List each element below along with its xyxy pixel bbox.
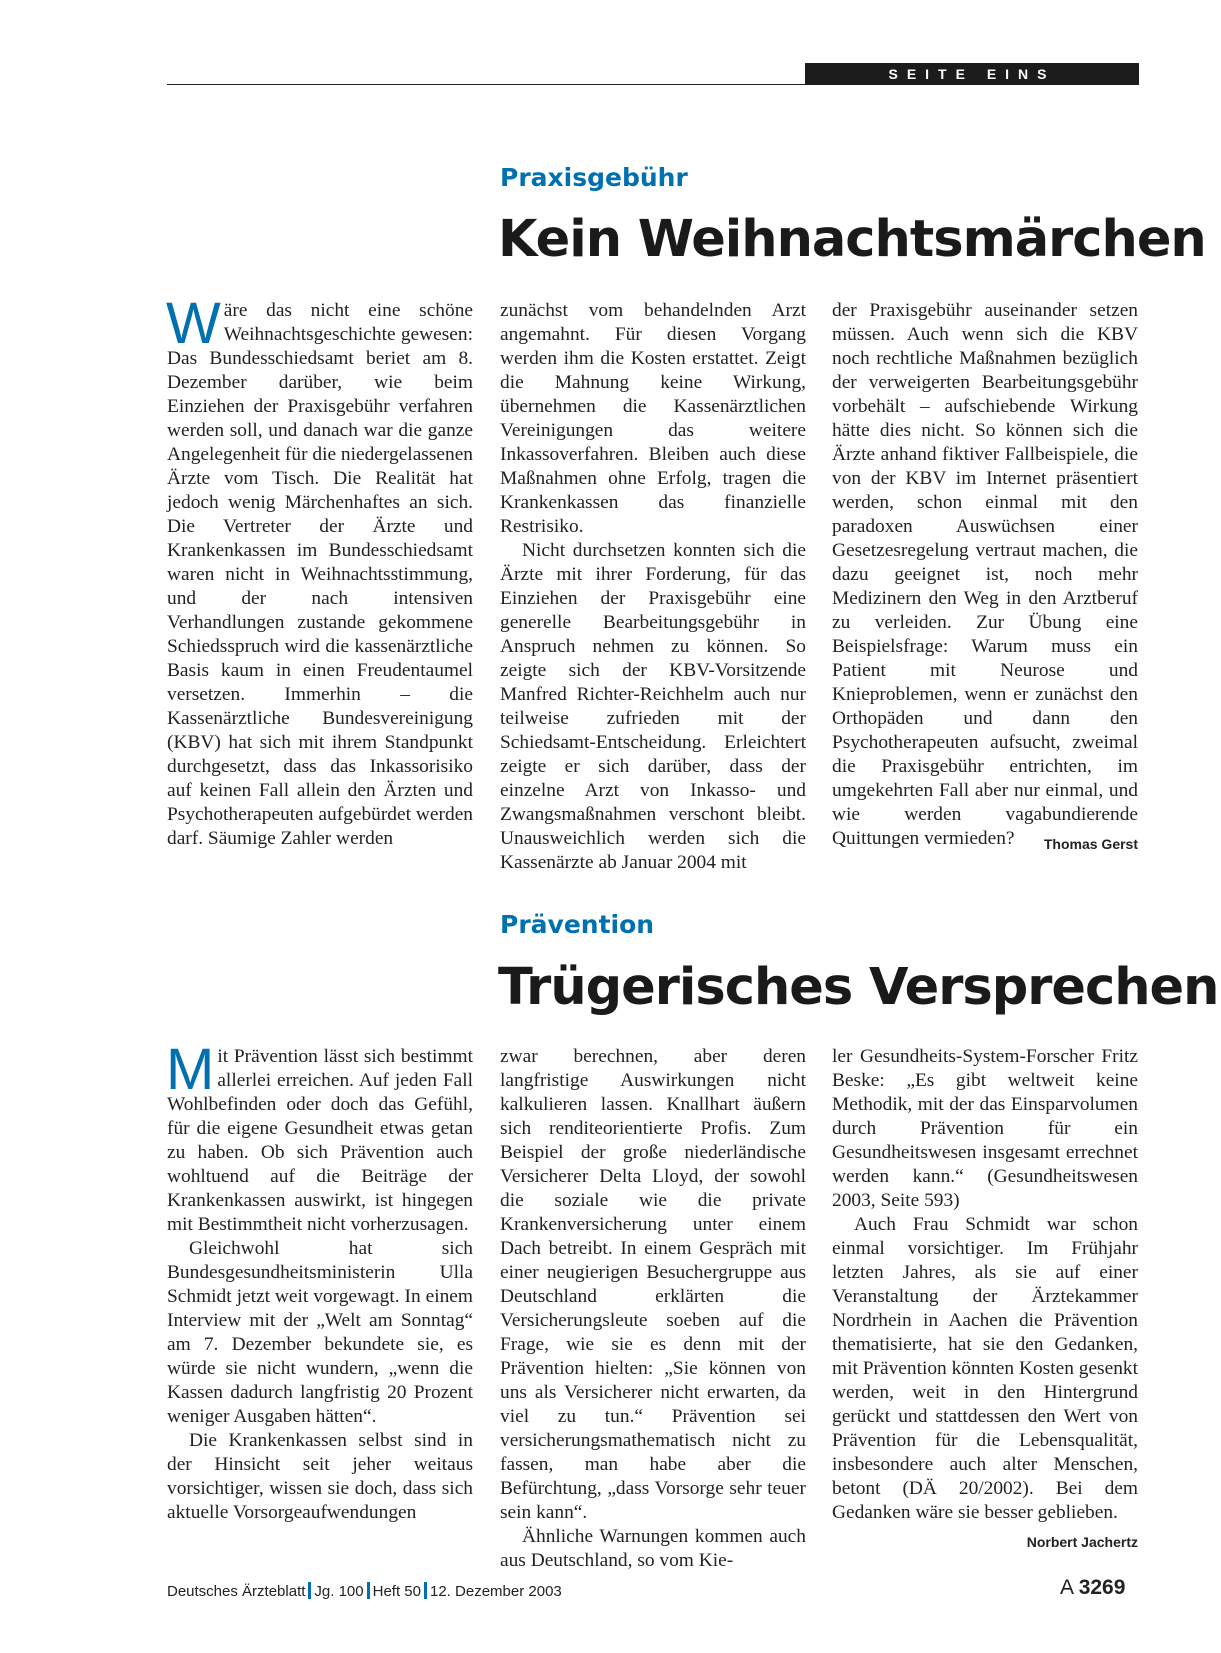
article1-paragraph: äre das nicht eine schöne Weihnachtsgeschichte gewesen: Das Bundesschiedsamt beriet am 8. Dezember darüber, wie beim Einziehen der Praxisgebühr verfahren werden soll, und danach war die ganze Angelegenheit für die niedergelassenen Ärzte vom Tisch. Die Realität hat jedoch wenig Märchenhaftes an sich. Die Vertreter der Ärzte und Krankenkassen im Bundesschiedsamt waren nicht in Weihnachtsstimmung, und der nach intensiven Verhandlungen zustande gekommene Schiedsspruch wird die kassenärztliche Basis kaum in einen Freudentaumel versetzen. Immerhin – die Kassenärztliche Bundesvereinigung (KBV) hat sich mit ihrem Standpunkt durchgesetzt, dass das Inkassorisiko auf keinen Fall allein den Ärzten und Psychotherapeuten aufgebürdet werden darf. Säumige Zahler werden bbox=[167, 300, 473, 849]
article2-paragraph: zwar berechnen, aber deren langfristige Auswirkungen nicht kalkulieren lassen. Knallhart äußern sich renditeorientierte Profis. Zum Beispiel der große niederländische Versicherer Delta Lloyd, der sowohl die soziale wie die private Krankenversicherung unter einem Dach betreibt. In einem Gespräch mit einer neugierigen Besuchergruppe aus Deutschland erklärten die Versicherungsleute soeben auf die Frage, wie sie es denn mit der Prävention hielten: „Sie können von uns als Versicherer nicht erwarten, da viel zu tun.“ Prävention sei versicherungsmathematisch nicht zu fassen, man habe aber die Befürchtung, „dass Vorsorge sehr teuer sein kann“. bbox=[500, 1046, 806, 1523]
article2-paragraph: Die Krankenkassen selbst sind in der Hinsicht seit jeher weitaus vorsichtiger, wissen sie doch, dass sich aktuelle Vorsorgeaufwendungen bbox=[167, 1430, 473, 1523]
article1-author: Thomas Gerst bbox=[1043, 836, 1138, 852]
article2-column-3 bbox=[832, 1045, 1138, 1554]
article1-paragraph: Nicht durchsetzen konnten sich die Ärzte mit ihrer Forderung, für das Einziehen der Praxisgebühr eine generelle Bearbeitungsgebühr in Anspruch nehmen zu können. So zeigte sich der KBV-Vorsitzende Manfred Richter-Reichhelm auch nur teilweise zufrieden mit der Schiedsamt-Entscheidung. Erleichtert zeigte er sich darüber, dass der einzelne Arzt von Inkasso- und Zwangsmaßnahmen verschont bleibt. Unausweichlich werden sich die Kassenärzte ab Januar 2004 mit bbox=[500, 540, 806, 873]
article1-headline: Kein Weihnachtsmärchen bbox=[498, 210, 1206, 269]
journal-name: Deutsches Ärzteblatt bbox=[167, 1583, 306, 1600]
page-number-value: 3269 bbox=[1078, 1576, 1126, 1599]
article1-column-3 bbox=[832, 299, 1138, 856]
footer-separator bbox=[308, 1582, 311, 1599]
article2-paragraph: Auch Frau Schmidt war schon einmal vorsichtiger. Im Frühjahr letzten Jahres, als sie auf einer Veranstaltung der Ärztekammer Nordrhein in Aachen die Prävention thematisierte, hat sie den Gedanken, mit Prävention könnten Kosten gesenkt werden, weit in den Hintergrund gerückt und stattdessen den Wert von Prävention für die Lebensqualität, insbesondere auch alter Menschen, betont (DÄ 20/2002). Bei dem Gedanken wäre sie besser geblieben. bbox=[832, 1214, 1138, 1523]
page-footer bbox=[167, 1582, 562, 1600]
article2-headline: Trügerisches Versprechen bbox=[498, 958, 1219, 1017]
journal-issue: Heft 50 bbox=[372, 1583, 421, 1600]
article1-paragraph: der Praxisgebühr auseinander setzen müssen. Auch wenn sich die KBV noch rechtliche Maßnahmen bezüglich der verweigerten Bearbeitungsgebühr vorbehält – aufschiebende Wirkung hätte dies nicht. So können sich die Ärzte anhand fiktiver Fallbeispiele, die von der KBV im Internet präsentiert werden, schon einmal mit den paradoxen Auswüchsen einer Gesetzesregelung vertraut machen, die dazu geeignet ist, noch mehr Medizinern den Weg in den Arztberuf zu verleiden. Zur Übung eine Beispielsfrage: Warum muss ein Patient mit Neurose und Knieproblemen, wenn er zunächst den Orthopäden und dann den Psychotherapeuten aufsucht, zweimal die Praxisgebühr entrichten, im umgekehrten Fall aber nur einmal, und wie werden vagabundierende Quittungen vermieden? bbox=[832, 300, 1138, 849]
page-prefix: A bbox=[1060, 1576, 1073, 1599]
section-tag: SEITE EINS bbox=[805, 63, 1139, 85]
journal-volume: Jg. 100 bbox=[314, 1583, 364, 1600]
article1-paragraph: zunächst vom behandelnden Arzt angemahnt. Für diesen Vorgang werden ihm die Kosten erstattet. Zeigt die Mahnung keine Wirkung, übernehmen die Kassenärztlichen Vereinigungen das weitere Inkassoverfahren. Bleiben auch diese Maßnahmen ohne Erfolg, tragen die Krankenkassen das finanzielle Restrisiko. bbox=[500, 300, 806, 537]
article1-kicker: Praxisgebühr bbox=[500, 163, 688, 192]
article2-paragraph: it Prävention lässt sich bestimmt allerlei erreichen. Auf jeden Fall Wohlbefinden oder doch das Gefühl, für die eigene Gesundheit etwas getan zu haben. Ob sich Prävention auch wohltuend auf die Beiträge der Krankenkassen auswirkt, ist hingegen mit Bestimmtheit nicht vorherzusagen. bbox=[167, 1046, 473, 1235]
article2-paragraph: Ähnliche Warnungen kommen auch aus Deutschland, so vom Kie- bbox=[500, 1526, 806, 1571]
article2-column-1 bbox=[166, 1037, 473, 1525]
article1-dropcap: W bbox=[166, 291, 221, 356]
issue-date: 12. Dezember 2003 bbox=[430, 1583, 562, 1600]
article2-paragraph: Gleichwohl hat sich Bundesgesundheitsministerin Ulla Schmidt jetzt weit vorgewagt. In einem Interview mit der „Welt am Sonntag“ am 7. Dezember bekundete sie, es würde sie nicht wundern, „wenn die Kassen dadurch langfristig 20 Prozent weniger Ausgaben hätten“. bbox=[167, 1238, 473, 1427]
article1-column-1 bbox=[166, 291, 473, 851]
article1-column-2 bbox=[500, 299, 806, 875]
footer-separator bbox=[367, 1582, 370, 1599]
article2-column-2 bbox=[500, 1045, 806, 1573]
article2-dropcap: M bbox=[166, 1037, 215, 1102]
footer-separator bbox=[424, 1582, 427, 1599]
page-number bbox=[1060, 1576, 1125, 1600]
article2-paragraph: ler Gesundheits-System-Forscher Fritz Beske: „Es gibt weltweit keine Methodik, mit der das Einsparvolumen durch Prävention für ein Gesundheitswesen insgesamt errechnet werden kann.“ (Gesundheitswesen 2003, Seite 593) bbox=[832, 1046, 1138, 1211]
article2-author: Norbert Jachertz bbox=[1026, 1534, 1138, 1550]
article2-kicker: Prävention bbox=[500, 910, 655, 939]
